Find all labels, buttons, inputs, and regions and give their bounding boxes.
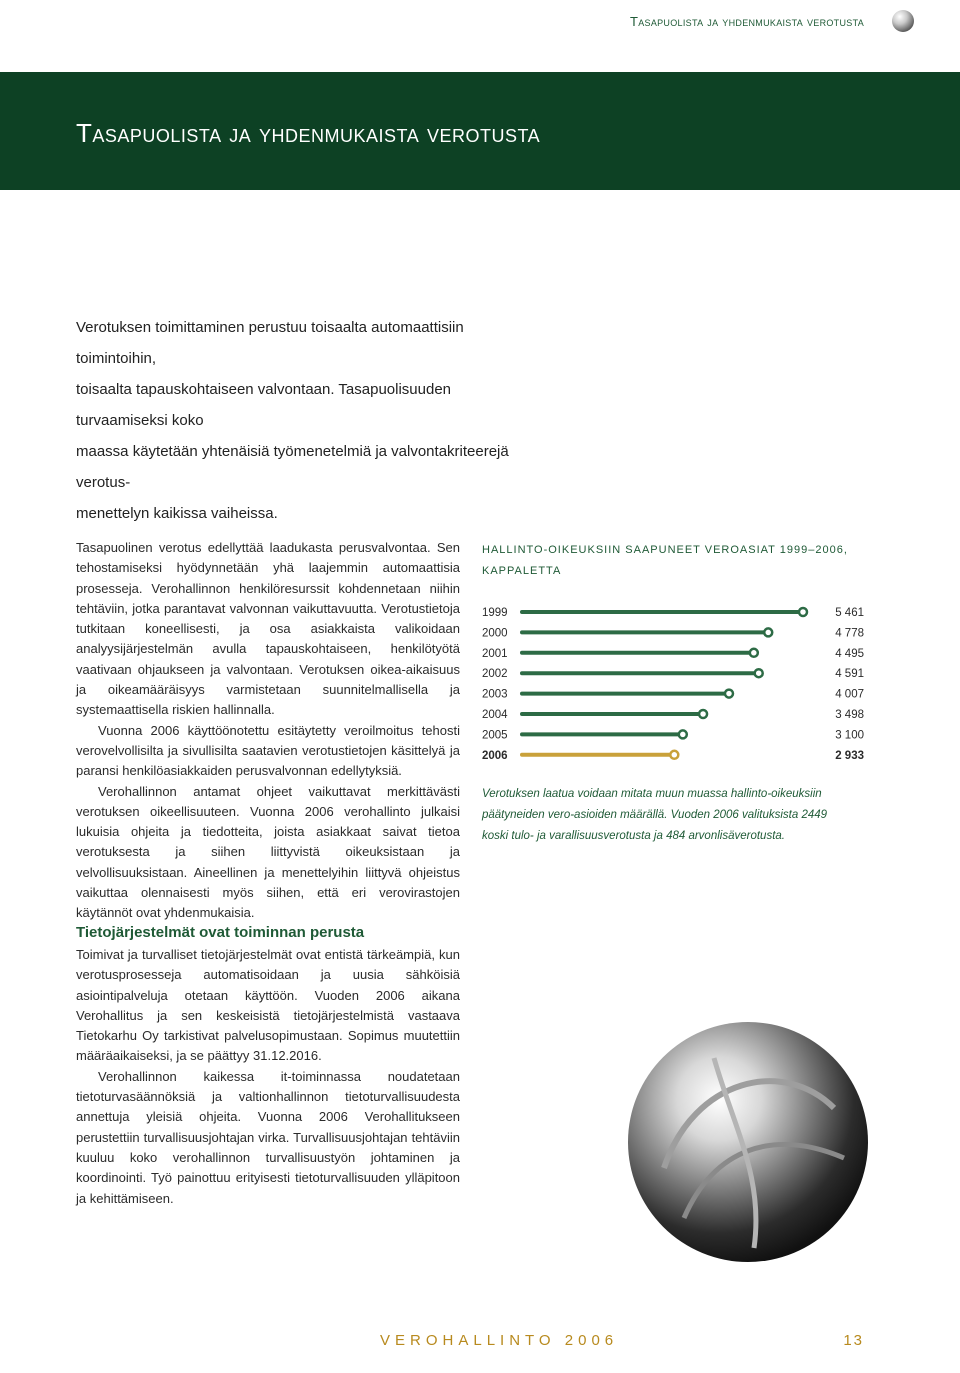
category-label-2005: 2005 <box>482 729 508 742</box>
intro-text <box>76 312 546 529</box>
category-label-2000: 2000 <box>482 627 508 640</box>
footer-publication: VEROHALLINTO 2006 <box>380 1332 619 1349</box>
category-label-2001: 2001 <box>482 647 508 660</box>
intro-line: menettelyn kaikissa vaiheissa. <box>76 505 278 522</box>
page-title: Tasapuolista ja yhdenmukaista verotusta <box>76 118 541 148</box>
bar-end-knob-1999 <box>799 608 807 616</box>
page-number: 13 <box>843 1332 864 1349</box>
value-label-2003: 4 007 <box>835 688 864 701</box>
intro-line: toisaalta tapauskohtaiseen valvontaan. Tasapuolisuuden turvaamiseksi koko <box>76 381 451 429</box>
intro-line: Verotuksen toimittaminen perustuu toisaalta automaattisiin toimintoihin, <box>76 319 464 367</box>
body-paragraph: Vuonna 2006 käyttöönotettu esitäytetty veroilmoitus tehosti verovelvollisilta ja sivullisilta saatavien verotustietojen käsittelyä ja paransi henkilöasiakkaiden perusvalvonnan edellytyksiä. <box>76 722 460 779</box>
bar-end-knob-2003 <box>725 690 733 698</box>
value-label-2002: 4 591 <box>835 668 864 681</box>
value-label-2000: 4 778 <box>835 627 864 640</box>
bar-end-knob-2002 <box>755 669 763 677</box>
body-paragraph: Verohallinnon kaikessa it-toiminnassa noudatetaan tietoturvasäännöksiä ja valtionhallinnon tietoturvallisuudesta annettuja yleisiä ohjeita. Vuonna 2006 Verohallitukseen perustettiin turvallisuusjohtajan virka. Turvallisuusjohtajan tehtäviin kuuluu koko verohallinnon turvallisuustyön johtaminen ja koordinointi. Työ painottuu erityisesti tietoturvallisuuden ylläpitoon ja kehittämiseen. <box>76 1068 460 1206</box>
value-label-2001: 4 495 <box>835 647 864 660</box>
title-banner <box>0 72 960 190</box>
appeals-bar-chart <box>478 598 870 768</box>
category-label-2004: 2004 <box>482 709 508 721</box>
body-paragraph: Verohallinnon antamat ohjeet vaikuttavat merkittävästi verotuksen oikeellisuuteen. Vuonna 2006 verohallinto julkaisi lukuisia ohjeita ja tiedotteita, joista asiakkaat saivat tietoa verotuksesta ja siihen liittyvistä oikeuksistaan ja velvollisuuksistaan. Aineellinen ja menettelyihin liittyvä ohjeistus vaikuttaa olennaisesti myös siihen, että eri verovirastojen käytännöt ovat yhdenmukaisia. <box>76 783 460 921</box>
body-paragraph: Tasapuolinen verotus edellyttää laadukasta perusvalvontaa. Sen tehostamiseksi hyödynnetään yhä laajemmin automaattisia prosesseja. Verohallinnon henkilöresurssit kohdennetaan niihin tehtäviin, jotka parantavat valvonnan vaikuttavuutta. Verotustietoja tutkitaan koneellisesti, ja osa asiakkaista valikoidaan analyysijärjestelmän avulla tapauskohtaiseen, henkilötyötä vaativaan ohjaukseen ja valvontaan. Verotuksen oikea-aikaisuus ja oikeamääräisyys varmistetaan suunnitelmallisella ja systemaattisella riskien hallinnalla. <box>76 540 460 718</box>
bar-end-knob-2000 <box>764 628 772 636</box>
value-label-2006: 2 933 <box>835 749 864 762</box>
category-label-2003: 2003 <box>482 688 508 701</box>
body-text <box>76 538 460 924</box>
bar-end-knob-2001 <box>750 649 758 657</box>
chart-caption <box>482 784 882 847</box>
chart-title <box>482 540 882 582</box>
chart-title-line: KAPPALETTA <box>482 565 562 577</box>
silver-ball-photo <box>624 1018 872 1266</box>
bar-end-knob-2004 <box>699 710 707 718</box>
caption-line: koski tulo- ja varallisuusverotusta ja 484 arvonlisäverotusta. <box>482 830 785 842</box>
body-paragraph: Toimivat ja turvalliset tietojärjestelmät ovat entistä tärkeämpiä, kun verotusprosesseja automatisoidaan ja uusia sähköisiä asiointipalveluja otetaan käyttöön. Vuoden 2006 aikana Verohallitus ja sen keskeisistä tietojärjestelmistä vastaava Tietokarhu Oy tarkistivat palvelusopimustaan. Sopimus muutettiin määräaikaiseksi, ja se päättyy 31.12.2016. <box>76 947 460 1064</box>
category-label-2002: 2002 <box>482 668 508 681</box>
caption-line: päätyneiden vero-asioiden määrällä. Vuoden 2006 valituksista 2449 <box>482 809 828 821</box>
category-label-2006: 2006 <box>482 749 508 762</box>
value-label-1999: 5 461 <box>835 607 864 619</box>
running-header-title: Tasapuolista ja yhdenmukaista verotusta <box>629 14 864 29</box>
value-label-2004: 3 498 <box>835 709 864 721</box>
category-label-1999: 1999 <box>482 607 508 619</box>
chart-title-line: HALLINTO-OIKEUKSIIN SAAPUNEET VEROASIAT 1999–2006, <box>482 544 848 556</box>
caption-line: Verotuksen laatua voidaan mitata muun muassa hallinto-oikeuksiin <box>482 788 822 800</box>
value-label-2005: 3 100 <box>835 729 864 742</box>
verohallinto-logo-icon <box>892 10 914 32</box>
section-body-text <box>76 945 460 1209</box>
bar-end-knob-2006 <box>670 751 678 759</box>
bar-end-knob-2005 <box>679 730 687 738</box>
intro-line: maassa käytetään yhtenäisiä työmenetelmiä ja valvontakriteerejä verotus- <box>76 443 509 491</box>
section-heading: Tietojärjestelmät ovat toiminnan perusta <box>76 924 365 941</box>
